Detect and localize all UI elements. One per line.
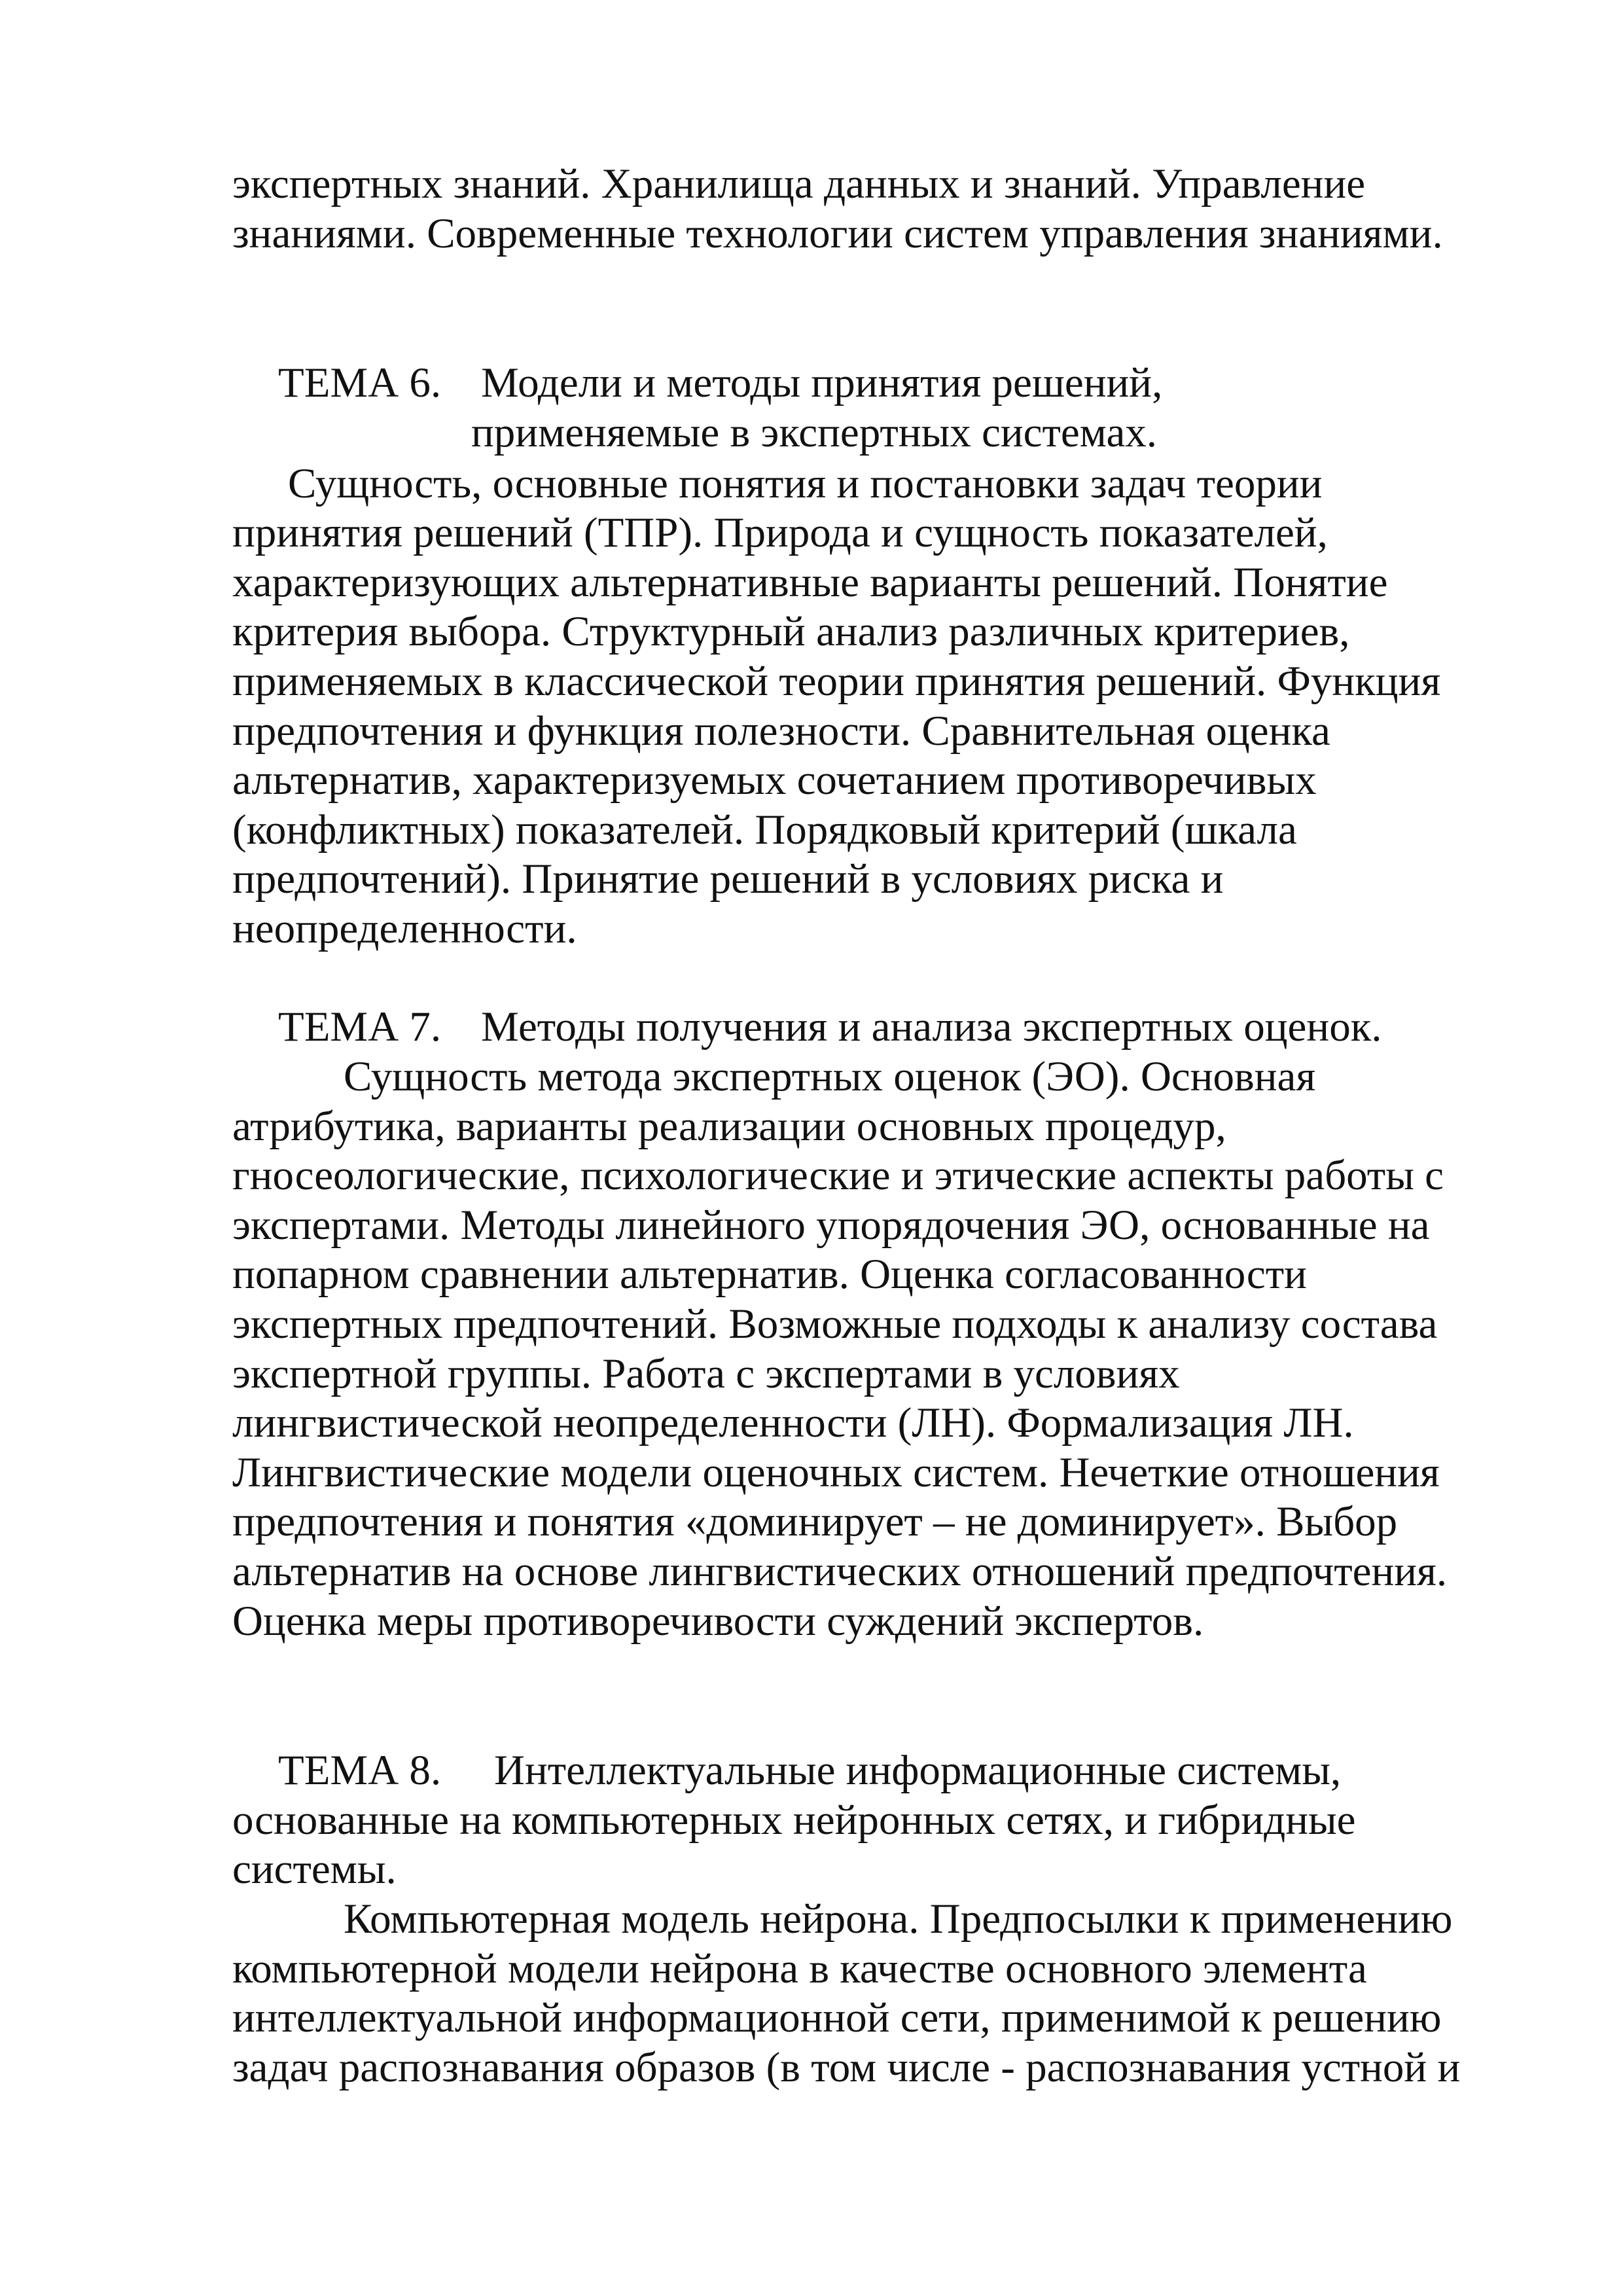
topic7-body-line: экспертных предпочтений. Возможные подходы к анализу состава bbox=[232, 1300, 1438, 1348]
topic6-body-line: применяемых в классической теории принятия решений. Функция bbox=[232, 658, 1441, 705]
topic7-title: Методы получения и анализа экспертных оценок. bbox=[481, 1003, 1382, 1050]
intro-line: знаниями. Современные технологии систем управления знаниями. bbox=[232, 210, 1443, 257]
topic6-body-line: альтернатив, характеризуемых сочетанием противоречивых bbox=[232, 757, 1317, 804]
topic6-body-line: предпочтения и функция полезности. Сравнительная оценка bbox=[232, 708, 1330, 755]
topic8-title: Интеллектуальные информационные системы, bbox=[494, 1747, 1342, 1794]
topic8-body-line: Компьютерная модель нейрона. Предпосылки к применению bbox=[344, 1895, 1453, 1943]
topic6-number: ТЕМА 6. bbox=[278, 359, 442, 406]
topic7-body-line: экспертной группы. Работа с экспертами в условиях bbox=[232, 1350, 1180, 1397]
topic6-body-line: неопределенности. bbox=[232, 905, 577, 952]
topic6-title: Модели и методы принятия решений, bbox=[481, 359, 1163, 406]
topic6-title: применяемые в экспертных системах. bbox=[471, 409, 1158, 456]
topic7-body-line: альтернатив на основе лингвистических отношений предпочтения. bbox=[232, 1548, 1448, 1595]
topic8-title: системы. bbox=[232, 1846, 397, 1893]
topic7-body-line: Оценка меры противоречивости суждений экспертов. bbox=[232, 1598, 1204, 1645]
topic8-body-line: компьютерной модели нейрона в качестве основного элемента bbox=[232, 1945, 1367, 1992]
topic8-title: основанные на компьютерных нейронных сетях, и гибридные bbox=[232, 1797, 1356, 1844]
topic7-body-line: предпочтения и понятия «доминирует – не доминирует». Выбор bbox=[232, 1498, 1398, 1545]
topic7-body-line: атрибутика, варианты реализации основных процедур, bbox=[232, 1103, 1226, 1150]
topic7-body-line: Сущность метода экспертных оценок (ЭО). Основная bbox=[344, 1053, 1316, 1100]
topic6-body-line: Сущность, основные понятия и постановки задач теории bbox=[288, 460, 1323, 507]
topic8-number: ТЕМА 8. bbox=[278, 1747, 442, 1794]
topic6-body-line: принятия решений (ТПР). Природа и сущность показателей, bbox=[232, 509, 1328, 556]
topic6-body-line: (конфликтных) показателей. Порядковый критерий (шкала bbox=[232, 806, 1297, 853]
intro-line: экспертных знаний. Хранилища данных и знаний. Управление bbox=[232, 160, 1366, 207]
topic7-number: ТЕМА 7. bbox=[278, 1003, 442, 1050]
topic6-body-line: критерия выбора. Структурный анализ различных критериев, bbox=[232, 608, 1350, 655]
topic8-body-line: интеллектуальной информационной сети, применимой к решению bbox=[232, 1994, 1442, 2041]
topic8-body-line: задач распознавания образов (в том числе - распознавания устной и bbox=[232, 2044, 1461, 2091]
topic7-body-line: лингвистической неопределенности (ЛН). Формализация ЛН. bbox=[232, 1399, 1354, 1446]
topic6-body-line: характеризующих альтернативные варианты решений. Понятие bbox=[232, 559, 1388, 606]
topic7-body-line: попарном сравнении альтернатив. Оценка согласованности bbox=[232, 1251, 1307, 1298]
topic7-body-line: Лингвистические модели оценочных систем. Нечеткие отношения bbox=[232, 1449, 1440, 1496]
topic7-body-line: гносеологические, психологические и этические аспекты работы с bbox=[232, 1152, 1444, 1199]
topic7-body-line: экспертами. Методы линейного упорядочения ЭО, основанные на bbox=[232, 1202, 1430, 1249]
topic6-body-line: предпочтений). Принятие решений в условиях риска и bbox=[232, 855, 1224, 903]
